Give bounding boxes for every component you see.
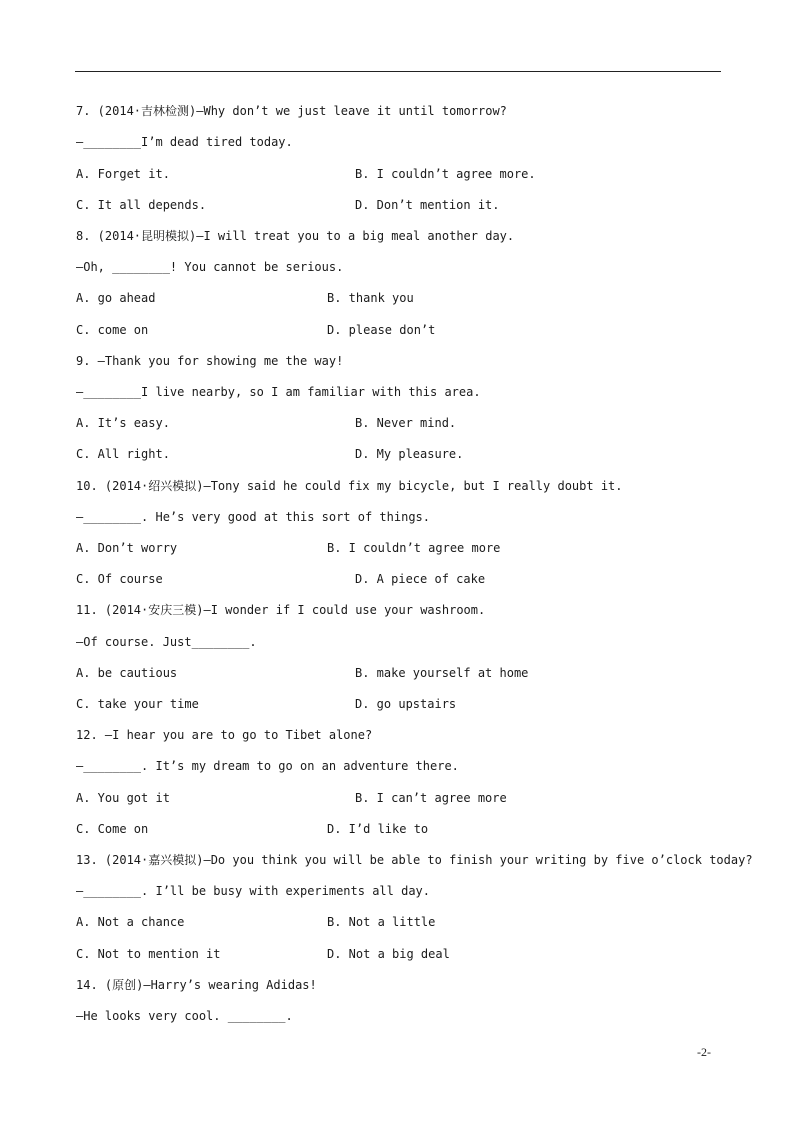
question-10-reply: —________. He’s very good at this sort of things.: [76, 510, 431, 524]
question-11-option-c: C. take your time: [76, 697, 199, 711]
question-10-option-a: A. Don’t worry: [76, 541, 178, 555]
question-8-option-c: C. come on: [76, 323, 149, 337]
header-rule: [75, 71, 721, 72]
question-11-option-a: A. be cautious: [76, 666, 178, 680]
question-14-stem: 14. (原创)—Harry’s wearing Adidas!: [76, 978, 317, 992]
question-8-option-a: A. go ahead: [76, 291, 156, 305]
page-number: -2-: [697, 1045, 711, 1059]
question-10-option-b: B. I couldn’t agree more: [327, 541, 501, 555]
question-11-stem: 11. (2014·安庆三模)—I wonder if I could use your washroom.: [76, 603, 486, 617]
question-8-option-b: B. thank you: [327, 291, 414, 305]
question-9-reply: —________I live nearby, so I am familiar with this area.: [76, 385, 481, 399]
question-13-stem: 13. (2014·嘉兴模拟)—Do you think you will be able to finish your writing by five o’clock today?: [76, 853, 753, 867]
question-7-reply: —________I’m dead tired today.: [76, 135, 293, 149]
question-13-option-c: C. Not to mention it: [76, 947, 221, 961]
question-7-stem: 7. (2014·吉林检测)—Why don’t we just leave it until tomorrow?: [76, 104, 507, 118]
question-9-option-d: D. My pleasure.: [355, 447, 464, 461]
question-13-option-d: D. Not a big deal: [327, 947, 450, 961]
question-9-option-b: B. Never mind.: [355, 416, 457, 430]
question-11-option-b: B. make yourself at home: [355, 666, 529, 680]
question-8-stem: 8. (2014·昆明模拟)—I will treat you to a big meal another day.: [76, 229, 515, 243]
question-13-option-b: B. Not a little: [327, 915, 436, 929]
question-12-option-b: B. I can’t agree more: [355, 791, 507, 805]
question-9-stem: 9. —Thank you for showing me the way!: [76, 354, 344, 368]
question-7-option-d: D. Don’t mention it.: [355, 198, 500, 212]
question-9-option-c: C. All right.: [76, 447, 170, 461]
question-11-reply: —Of course. Just________.: [76, 635, 257, 649]
question-14-reply: —He looks very cool. ________.: [76, 1009, 293, 1023]
question-13-option-a: A. Not a chance: [76, 915, 185, 929]
question-8-reply: —Oh, ________! You cannot be serious.: [76, 260, 344, 274]
question-12-option-c: C. Come on: [76, 822, 149, 836]
question-10-option-c: C. Of course: [76, 572, 163, 586]
question-9-option-a: A. It’s easy.: [76, 416, 170, 430]
question-8-option-d: D. please don’t: [327, 323, 436, 337]
question-10-option-d: D. A piece of cake: [355, 572, 486, 586]
question-11-option-d: D. go upstairs: [355, 697, 457, 711]
question-13-reply: —________. I’ll be busy with experiments all day.: [76, 884, 431, 898]
question-12-option-d: D. I’d like to: [327, 822, 429, 836]
question-7-option-c: C. It all depends.: [76, 198, 207, 212]
question-7-option-a: A. Forget it.: [76, 167, 170, 181]
question-10-stem: 10. (2014·绍兴模拟)—Tony said he could fix my bicycle, but I really doubt it.: [76, 479, 623, 493]
question-12-reply: —________. It’s my dream to go on an adventure there.: [76, 759, 459, 773]
question-12-option-a: A. You got it: [76, 791, 170, 805]
question-12-stem: 12. —I hear you are to go to Tibet alone?: [76, 728, 373, 742]
question-7-option-b: B. I couldn’t agree more.: [355, 167, 536, 181]
